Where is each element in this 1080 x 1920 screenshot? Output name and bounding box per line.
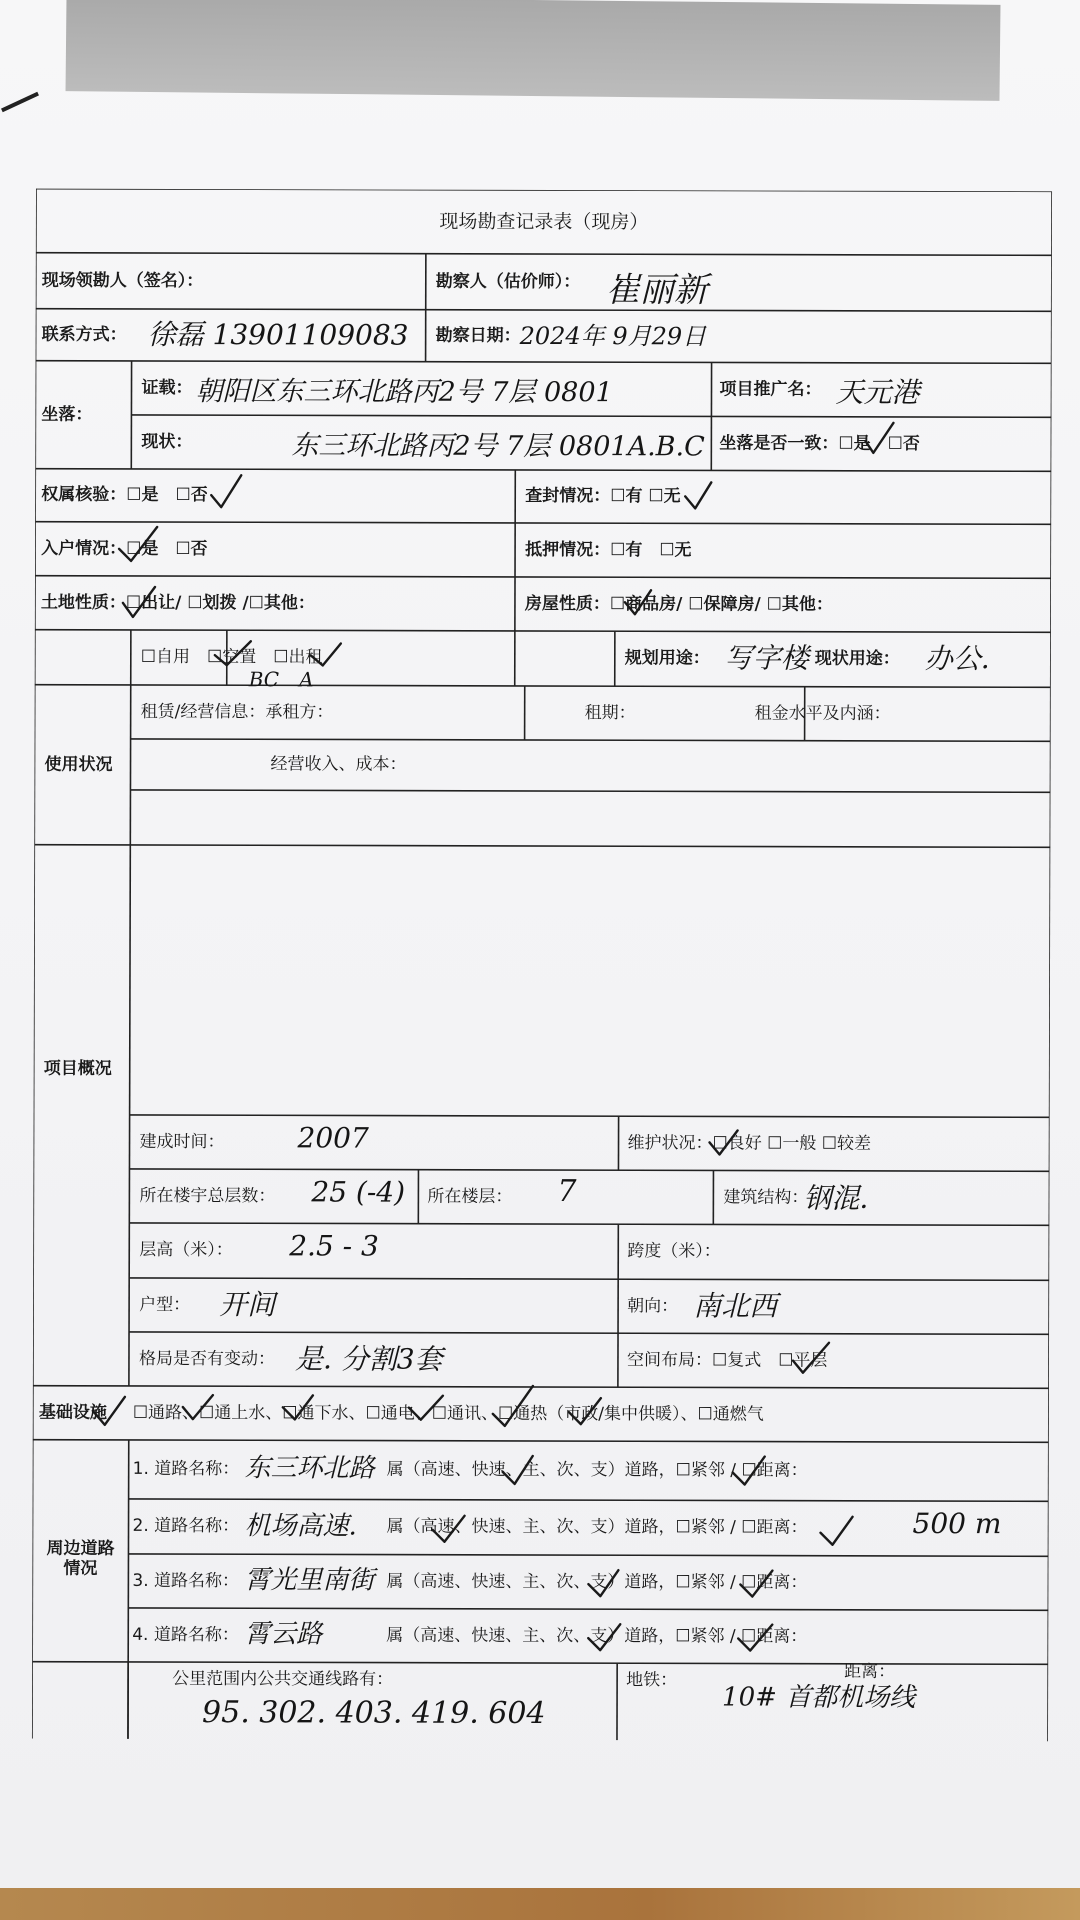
- survey-date-value: 2024年 9月29日: [519, 321, 707, 351]
- build-time-value: 2007: [297, 1121, 369, 1155]
- form-title: 现场勘查记录表（现房）: [439, 210, 649, 234]
- distance-label: 距离：: [844, 1661, 896, 1682]
- road-4-name: 霄云路: [244, 1619, 323, 1650]
- road-1-name: 东三环北路: [244, 1453, 375, 1484]
- infrastructure-items: ☐通路、☐通上水、☐通下水、☐通电、☐通讯、☐通热（市政/集中供暖）、☐通燃气: [132, 1402, 764, 1425]
- road-4-suffix: 属（高速、快速、主、次、支）道路，☐紧邻 / ☐距离：: [386, 1625, 808, 1647]
- status-address-value: 东三环北路丙2号 7层 0801A.B.C: [291, 430, 705, 463]
- lease-term-label: 租期：: [584, 702, 636, 724]
- unit-type-label: 户型：: [139, 1294, 191, 1315]
- road-4-label: 4. 道路名称：: [132, 1624, 239, 1646]
- current-use-label: 现状用途：: [814, 648, 900, 669]
- orientation-label: 朝向：: [627, 1296, 679, 1317]
- maintenance-field: 维护状况：☐良好 ☐一般 ☐较差: [627, 1133, 872, 1154]
- total-floors-value: 25 (-4): [311, 1175, 406, 1209]
- location-consistent-field: 坐落是否一致：☐是 ☐否: [719, 433, 920, 454]
- ownership-field: 权属核验：☐是 ☐否: [41, 484, 208, 506]
- usage-options: ☐自用 ☐空置 ☐出租: [140, 646, 323, 668]
- lead-person-label: 现场领勘人（签名）：: [41, 270, 204, 291]
- road-1-label: 1. 道路名称：: [132, 1459, 240, 1480]
- structure-label: 建筑结构：: [723, 1187, 809, 1208]
- house-nature-field: 房屋性质：☐商品房/ ☐保障房/ ☐其他：: [524, 593, 833, 615]
- table-surface: [0, 1888, 1080, 1920]
- mortgage-field: 抵押情况：☐有 ☐无: [525, 539, 692, 561]
- span-label: 跨度（米）：: [627, 1241, 721, 1262]
- roads-label: 周边道路情况: [46, 1538, 115, 1579]
- location-label: 坐落：: [41, 404, 93, 425]
- subway-value: 10# 首都机场线: [722, 1682, 916, 1713]
- planned-use-label: 规划用途：: [624, 648, 710, 669]
- road-2-name: 机场高速.: [244, 1511, 357, 1542]
- lease-info-label: 租赁/经营信息：承租方：: [140, 701, 334, 723]
- floor-height-label: 层高（米）：: [139, 1240, 233, 1261]
- build-time-label: 建成时间：: [139, 1131, 225, 1152]
- road-3-name: 霄光里南街: [244, 1565, 375, 1596]
- survey-date-label: 勘察日期：: [435, 325, 521, 346]
- project-name-value: 天元港: [835, 375, 920, 409]
- transit-label: 公里范围内公共交通线路有：: [172, 1668, 394, 1690]
- land-nature-field: 土地性质：☐出让/ ☐划拨 /☐其他：: [40, 592, 315, 614]
- subway-label: 地铁：: [626, 1670, 678, 1691]
- status-label: 现状：: [141, 431, 193, 452]
- operating-income-label: 经营收入、成本：: [270, 754, 407, 775]
- appraiser-signature: 崔丽新: [605, 270, 708, 311]
- seizure-field: 查封情况：☐有 ☐无: [525, 486, 681, 507]
- road-3-label: 3. 道路名称：: [132, 1570, 240, 1592]
- road-2-suffix: 属（高速、快速、主、次、支）道路，☐紧邻 / ☐距离：: [386, 1516, 808, 1538]
- transit-lines-value: 95. 302. 403. 419. 604: [201, 1695, 546, 1732]
- layout-changed-label: 格局是否有变动：: [138, 1348, 275, 1370]
- total-floors-label: 所在楼宇总层数：: [139, 1185, 276, 1207]
- planned-use-value: 写字楼: [724, 641, 809, 675]
- project-name-label: 项目推广名：: [719, 379, 822, 400]
- current-use-value: 办公.: [924, 642, 990, 676]
- cert-address-value: 朝阳区东三环北路丙2号 7层 0801: [195, 376, 613, 409]
- rent-level-label: 租金水平及内涵：: [754, 703, 891, 724]
- structure-value: 钢混.: [803, 1181, 869, 1215]
- usage-note: BC A: [248, 667, 314, 692]
- road-3-suffix: 属（高速、快速、主、次、支）道路，☐紧邻 / ☐距离：: [386, 1571, 808, 1593]
- floor-label: 所在楼层：: [427, 1186, 513, 1207]
- contact-value: 徐磊 13901109083: [147, 317, 409, 352]
- infrastructure-label: 基础设施: [38, 1402, 107, 1423]
- project-overview-label: 项目概况: [43, 1058, 112, 1079]
- survey-form: [32, 189, 1052, 1742]
- redaction-tape: [66, 0, 1001, 101]
- orientation-value: 南北西: [693, 1289, 778, 1323]
- contact-label: 联系方式：: [41, 324, 127, 345]
- entry-field: 入户情况：☐是 ☐否: [41, 538, 208, 559]
- floor-value: 7: [557, 1174, 577, 1210]
- appraiser-label: 勘察人（估价师）：: [435, 271, 581, 292]
- road-1-suffix: 属（高速、快速、主、次、支）道路，☐紧邻 / ☐距离：: [386, 1459, 808, 1481]
- floor-height-value: 2.5 - 3: [289, 1229, 379, 1263]
- usage-label: 使用状况: [44, 754, 113, 775]
- road-2-label: 2. 道路名称：: [132, 1516, 240, 1537]
- road-2-distance: 500 m: [912, 1506, 1002, 1541]
- cert-label: 证载：: [141, 377, 193, 398]
- space-layout-field: 空间布局：☐复式 ☐平层: [626, 1350, 828, 1371]
- layout-changed-value: 是. 分割3套: [294, 1342, 443, 1376]
- unit-type-value: 开间: [219, 1288, 276, 1322]
